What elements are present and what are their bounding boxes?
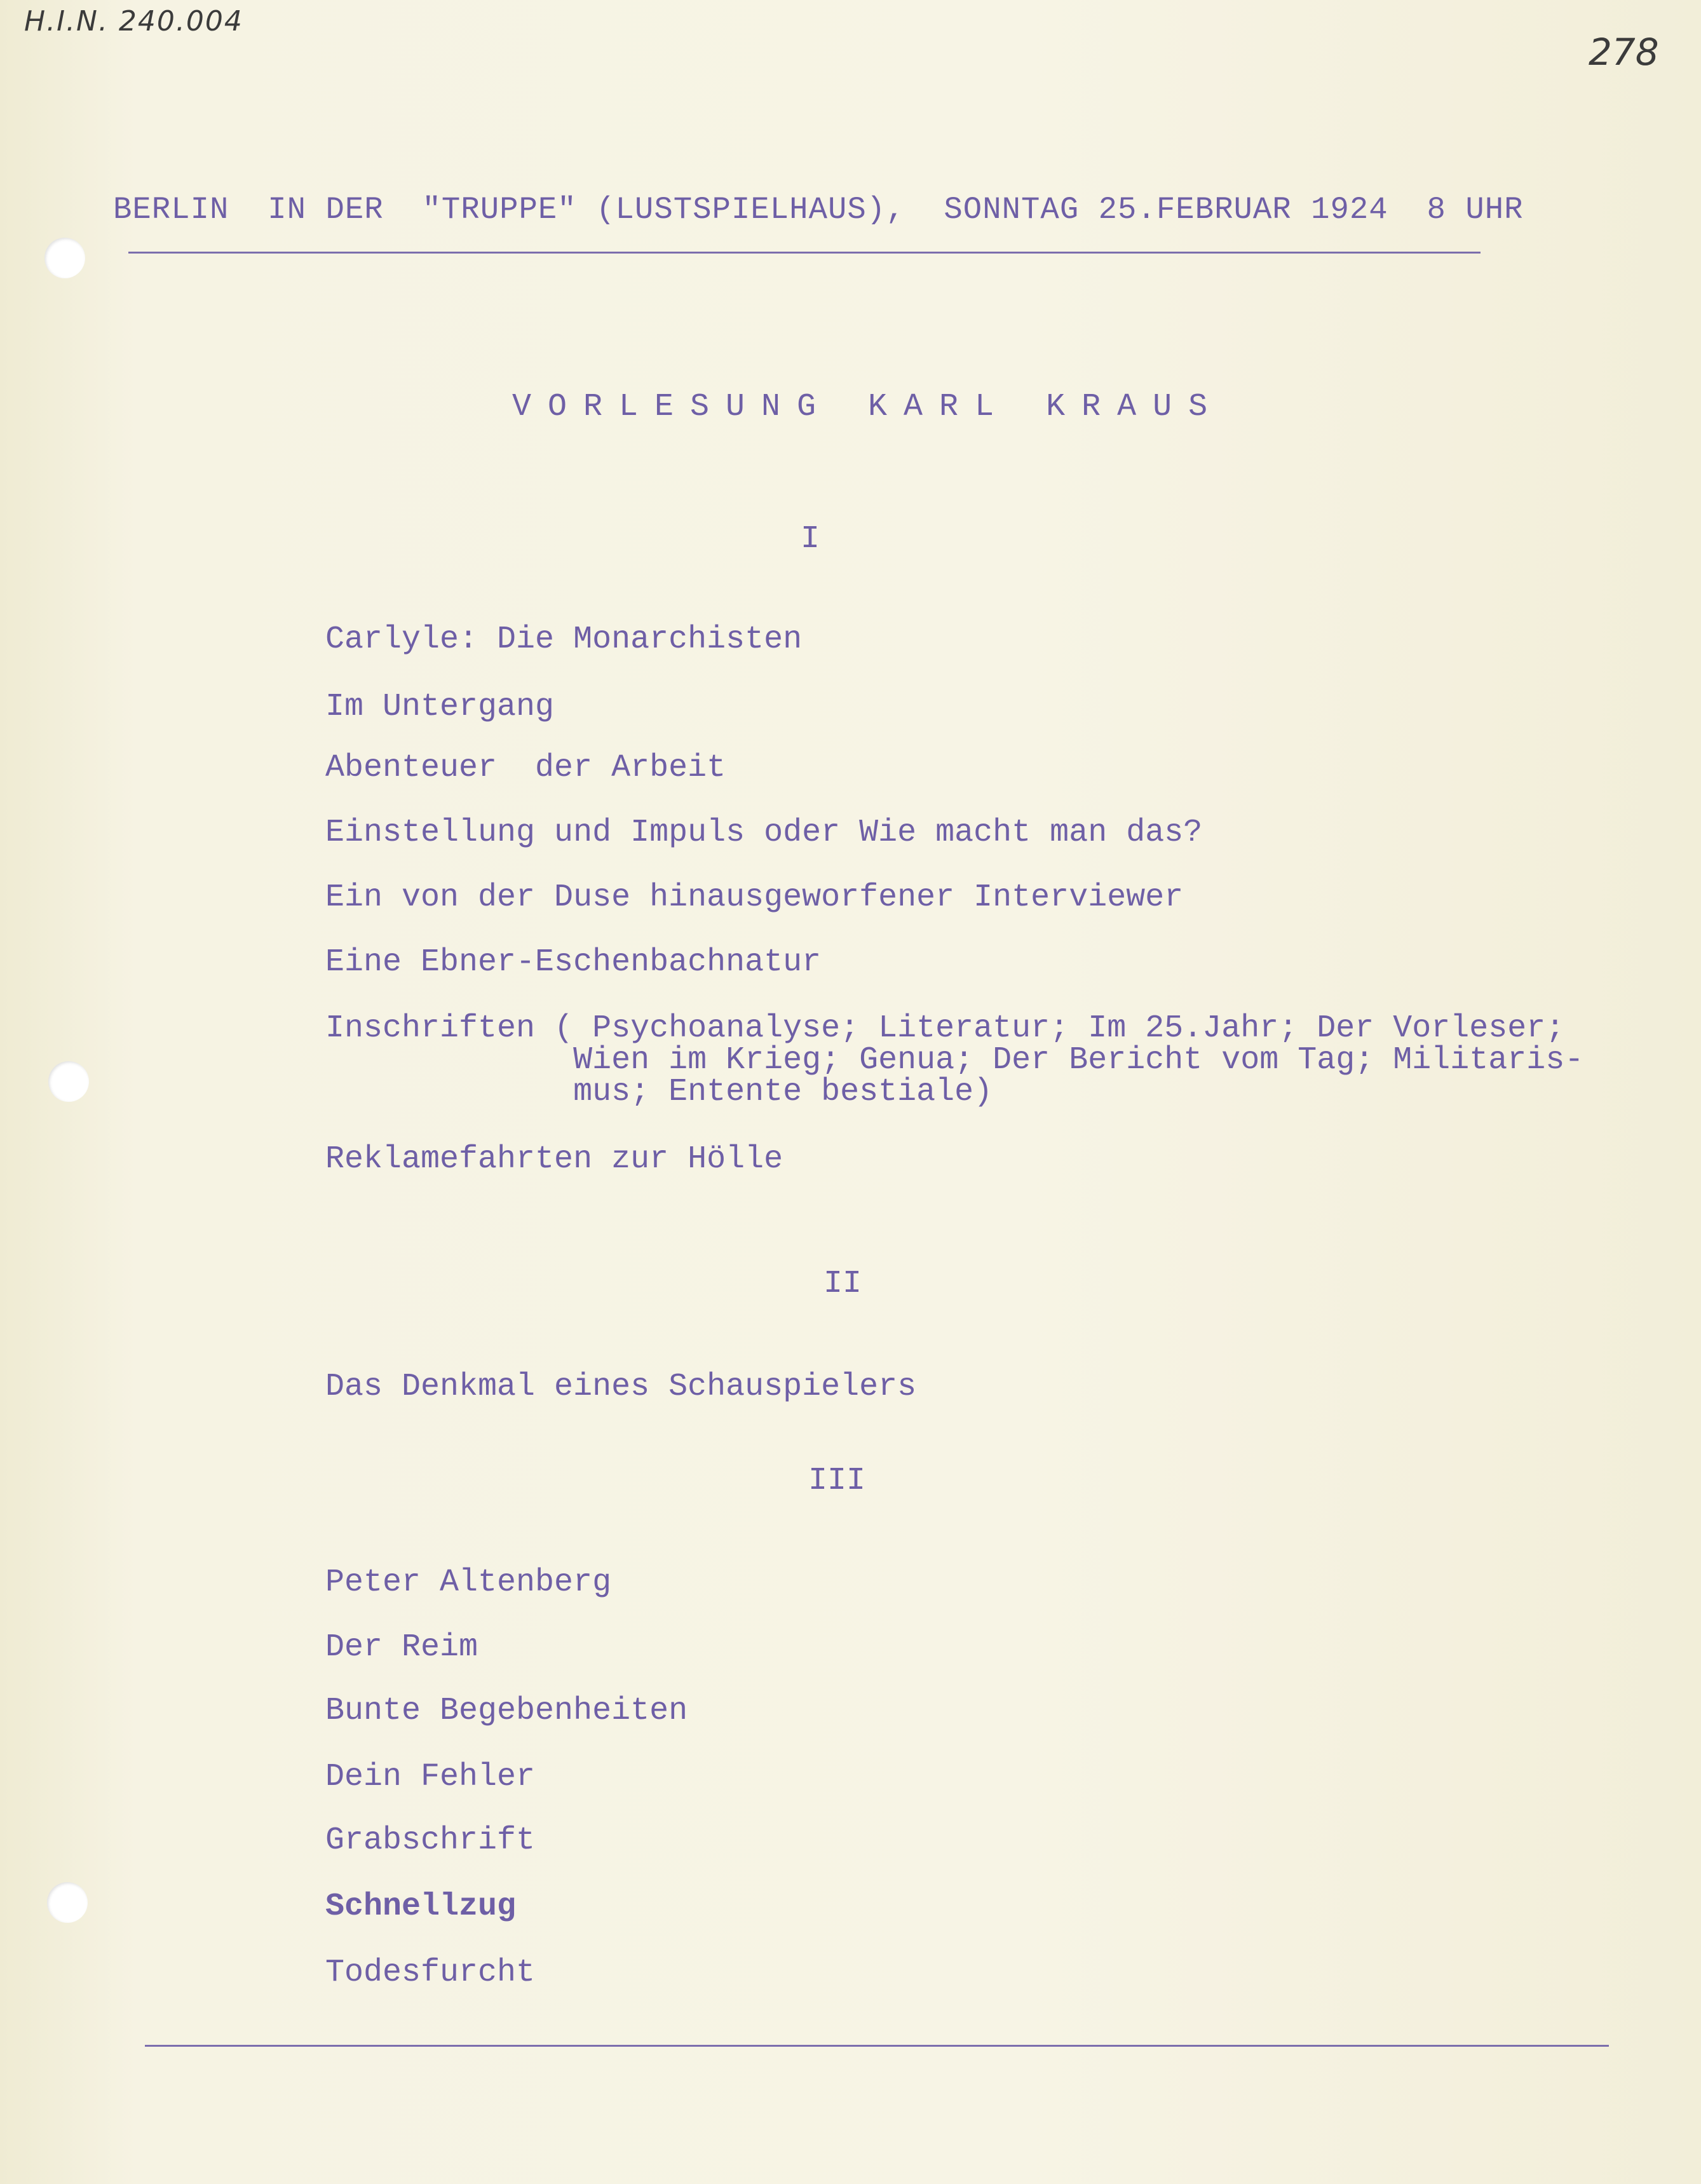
program-item: Reklamefahrten zur Hölle [325, 1141, 783, 1177]
program-item: Das Denkmal eines Schauspielers [325, 1369, 917, 1405]
program-item: Inschriften ( Psychoanalyse; Literatur; Im 25.Jahr; Der Vorleser; [325, 1010, 1565, 1047]
section-numeral: I [801, 521, 820, 557]
footer-rule [145, 2045, 1609, 2047]
program-item: Grabschrift [325, 1822, 536, 1859]
program-item: Der Reim [325, 1629, 478, 1665]
archive-number: H.I.N. 240.004 [24, 5, 243, 37]
program-item: Bunte Begebenheiten [325, 1693, 688, 1729]
program-item: Schnellzug [325, 1889, 517, 1925]
page-number: 278 [1589, 31, 1659, 74]
event-header: BERLIN IN DER "TRUPPE" (LUSTSPIELHAUS), SONNTAG 25.FEBRUAR 1924 8 UHR [113, 192, 1524, 227]
program-item: Todesfurcht [325, 1955, 536, 1991]
program-item: Eine Ebner-Eschenbachnatur [325, 944, 822, 980]
punch-hole [47, 1882, 88, 1923]
header-rule [128, 252, 1481, 254]
program-item: Abenteuer der Arbeit [325, 750, 726, 786]
program-title: VORLESUNG KARL KRAUS [512, 389, 1224, 425]
program-item: Peter Altenberg [325, 1564, 612, 1601]
program-item: Carlyle: Die Monarchisten [325, 621, 803, 658]
section-numeral: II [823, 1266, 862, 1302]
program-item-continuation: Wien im Krieg; Genua; Der Bericht vom Tag; Militaris- [325, 1042, 1584, 1078]
program-item: Ein von der Duse hinausgeworfener Interviewer [325, 879, 1184, 916]
program-item: Im Untergang [325, 689, 555, 725]
program-item: Einstellung und Impuls oder Wie macht man das? [325, 815, 1203, 851]
punch-hole [44, 238, 85, 278]
punch-hole [48, 1061, 89, 1102]
program-item-continuation: mus; Entente bestiale) [325, 1074, 993, 1110]
section-numeral: III [808, 1463, 866, 1499]
program-item: Dein Fehler [325, 1759, 536, 1795]
